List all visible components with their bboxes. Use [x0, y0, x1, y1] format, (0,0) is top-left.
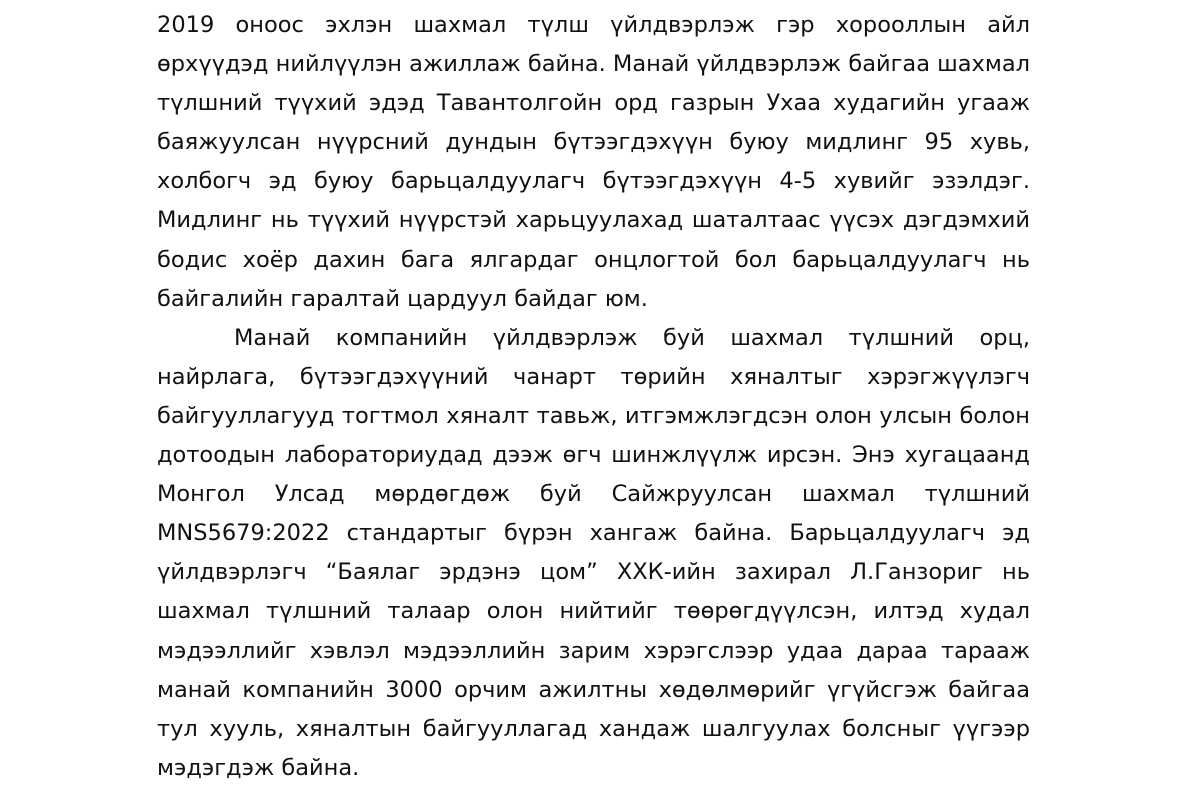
paragraph-production-materials: 2019 оноос эхлэн шахмал түлш үйлдвэрлэж гэр хорооллын айл өрхүүдэд нийлүүлэн ажиллаж байна. Манай үйлдвэрлэж байгаа шахмал түлшний түүхий эдэд Тавантолгойн орд газрын Ухаа худагийн угааж баяжуулсан нүүрсний дундын бүтээгдэхүүн буюу мидлинг 95 хувь, холбогч эд буюу барьцалдуулагч бүтээгдэхүүн 4-5 хувийг эзэлдэг. Мидлинг нь түүхий нүүрстэй харьцуулахад шаталтаас үүсэх дэгдэмхий бодис хоёр дахин бага ялгардаг онцлогтой бол барьцалдуулагч нь байгалийн гаралтай цардуул байдаг юм. [157, 12, 1030, 312]
document-body [157, 6, 1030, 788]
paragraph-quality-control-statement: Манай компанийн үйлдвэрлэж буй шахмал түлшний орц, найрлага, бүтээгдэхүүний чанарт төрийн хяналтыг хэрэгжүүлэгч байгууллагууд тогтмол хяналт тавьж, итгэмжлэгдсэн олон улсын болон дотоодын лабораториудад дээж өгч шинжлүүлж ирсэн. Энэ хугацаанд Монгол Улсад мөрдөгдөж буй Сайжруулсан шахмал түлшний MNS5679:2022 стандартыг бүрэн хангаж байна. Барьцалдуулагч эд үйлдвэрлэгч “Баялаг эрдэнэ цом” ХХК-ийн захирал Л.Ганзориг нь шахмал түлшний талаар олон нийтийг төөрөгдүүлсэн, илтэд худал мэдээллийг хэвлэл мэдээллийн зарим хэрэгслээр удаа дараа тарааж манай компанийн 3000 орчим ажилтны хөдөлмөрийг үгүйсгэж байгаа тул хууль, хяналтын байгууллагад хандаж шалгуулах болсныг үүгээр мэдэгдэж байна. [157, 324, 1030, 781]
